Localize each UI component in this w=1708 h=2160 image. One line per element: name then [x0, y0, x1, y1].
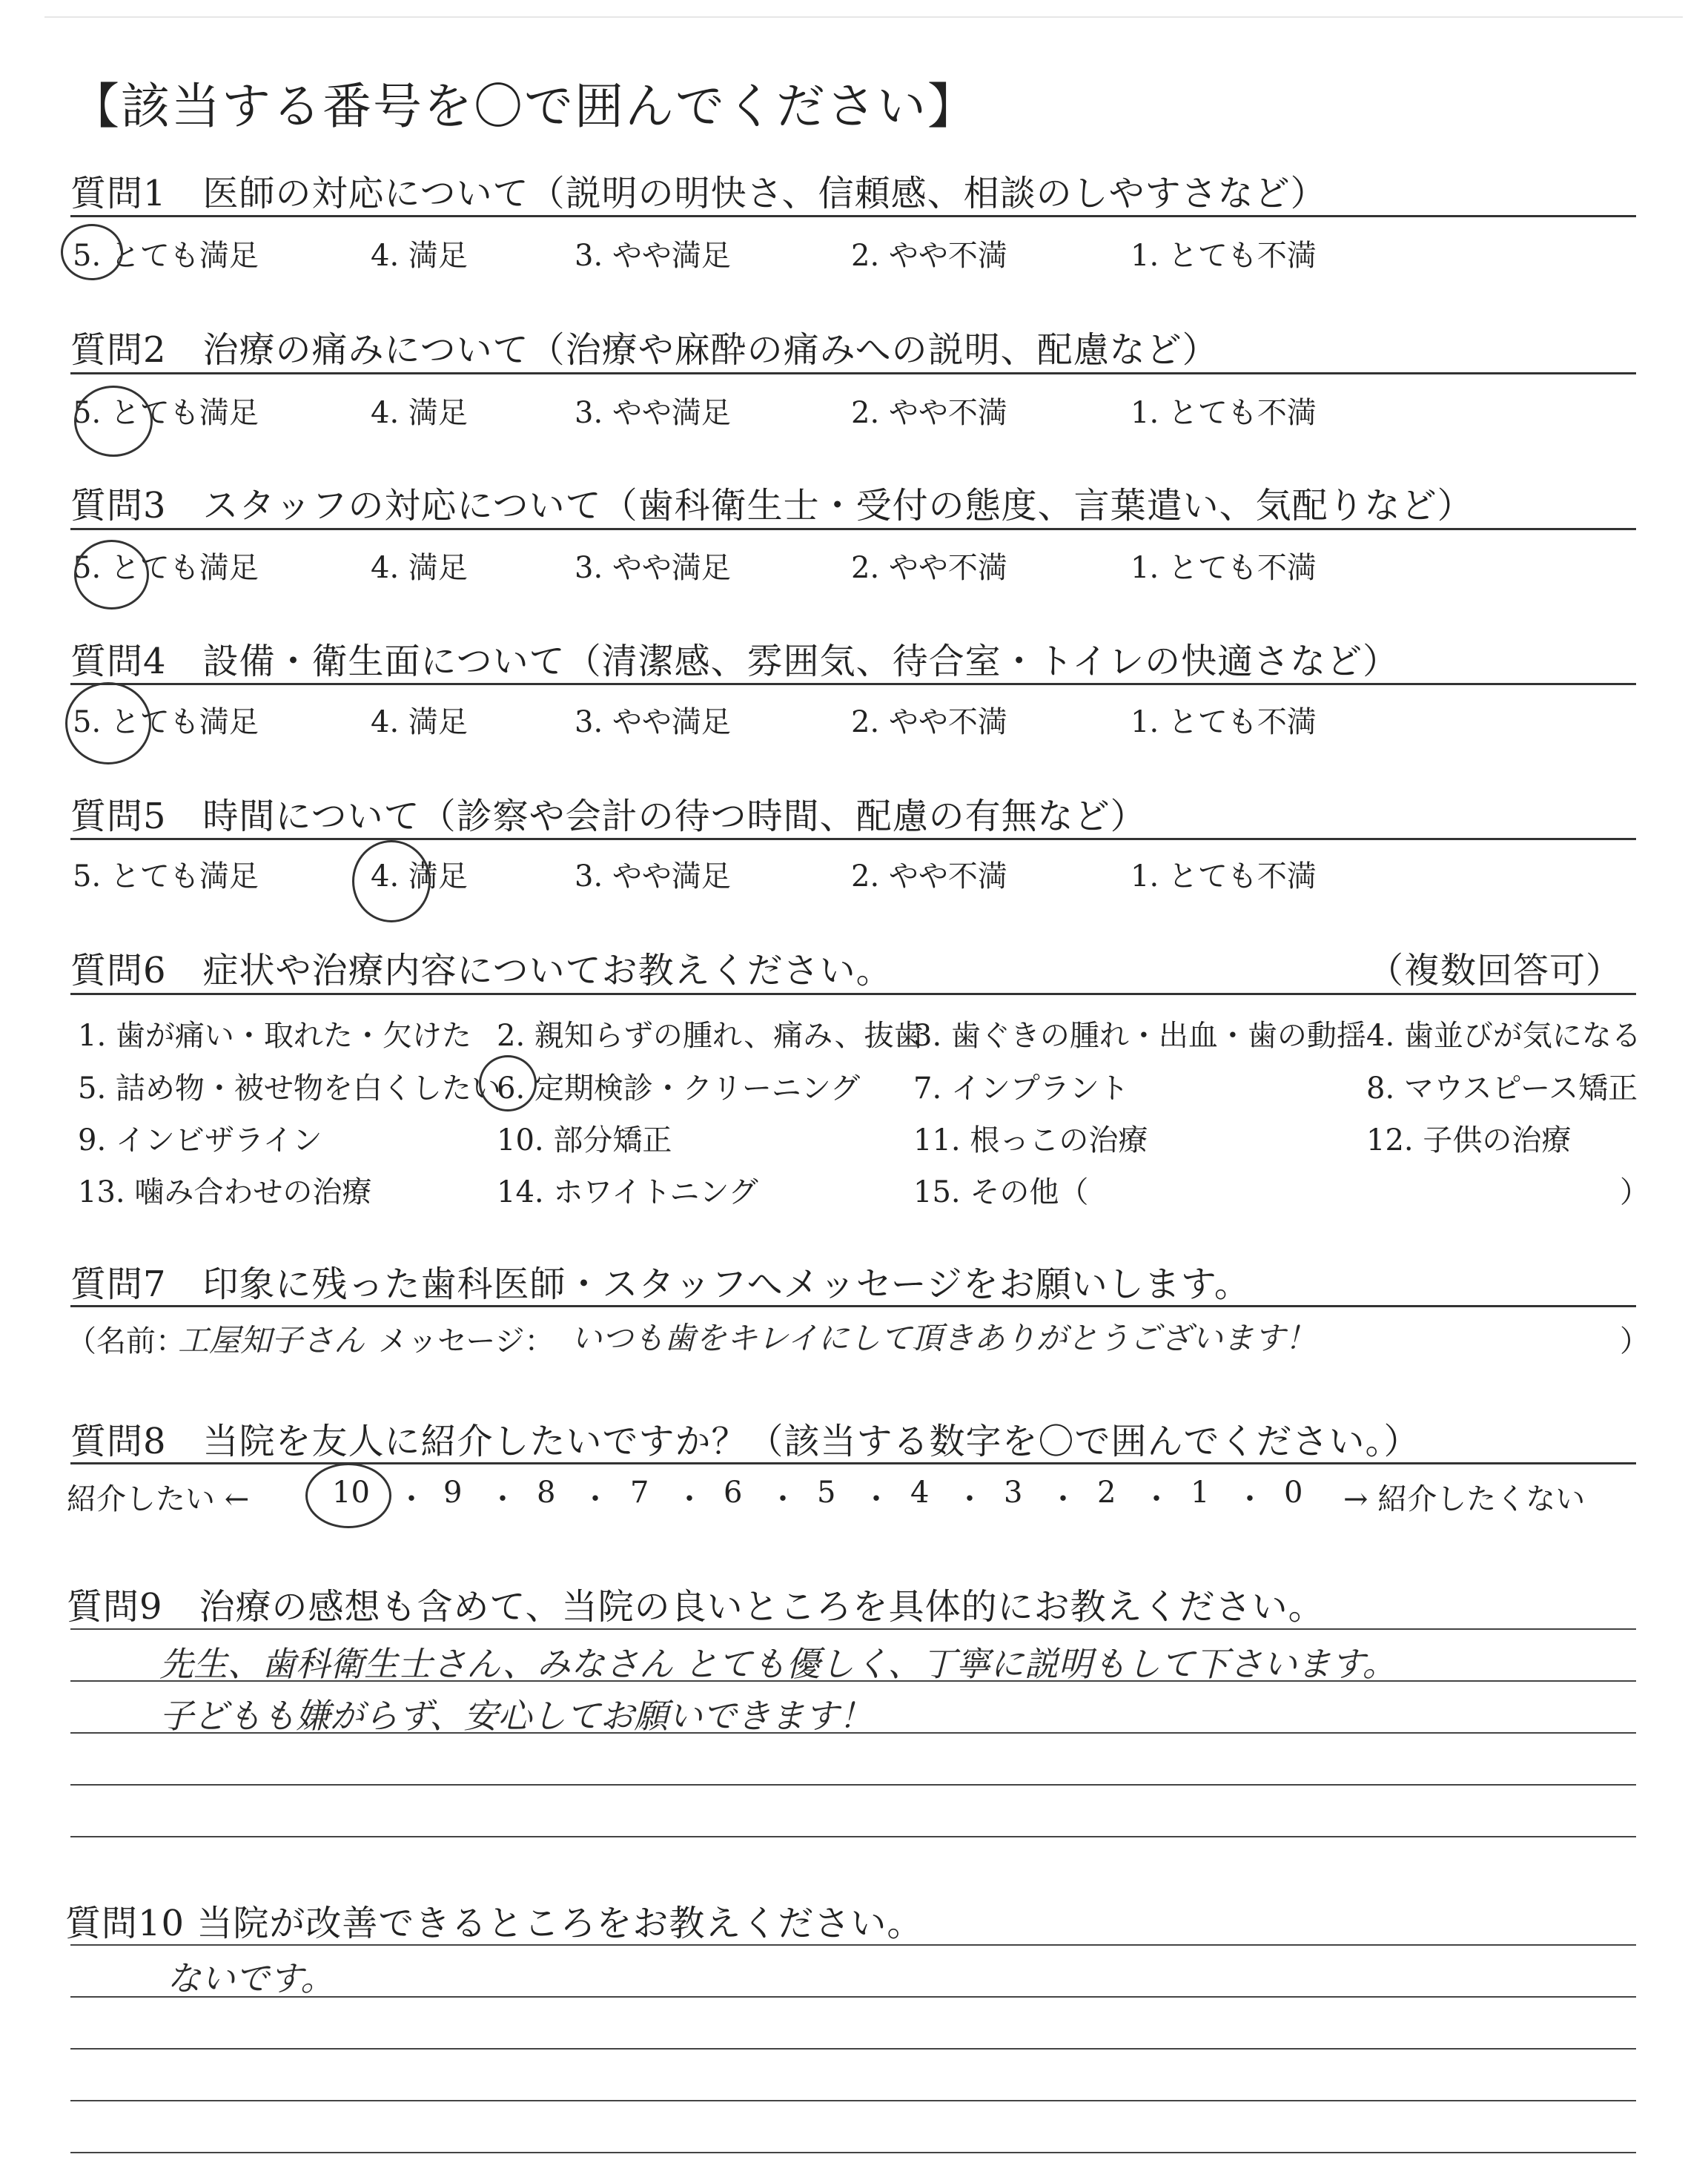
q10-line-rule — [70, 2152, 1636, 2153]
q8-separator: ・ — [955, 1482, 984, 1516]
question-5-title: 質問5 時間について（診察や会計の待つ時間、配慮の有無など） — [70, 796, 1147, 837]
q2-option-1[interactable]: 1. とても不満 — [1131, 396, 1317, 430]
q8-separator: ・ — [397, 1482, 426, 1516]
q3-selected-circle — [74, 540, 149, 610]
q2-option-4[interactable]: 4. 満足 — [371, 396, 468, 430]
instruction-heading: 【該当する番号を〇で囲んでください】 — [70, 78, 978, 135]
q4-option-5[interactable]: 5. とても満足 — [73, 705, 259, 739]
q6-option-7[interactable]: 7. インプラント — [913, 1071, 1129, 1106]
question-7-title: 質問7 印象に残った歯科医師・スタッフへメッセージをお願いします。 — [70, 1264, 1251, 1305]
q6-option-14[interactable]: 14. ホワイトニング — [497, 1175, 758, 1209]
q8-right-label: → 紹介したくない — [1343, 1482, 1586, 1516]
question-4-title: 質問4 設備・衛生面について（清潔感、雰囲気、待合室・トイレの快適さなど） — [70, 641, 1400, 682]
q6-option-6[interactable]: 6. 定期検診・クリーニング — [497, 1071, 861, 1106]
q6-selected-circle — [479, 1055, 537, 1112]
q6-option-2[interactable]: 2. 親知らずの腫れ、痛み、抜歯 — [497, 1019, 924, 1053]
q8-scale-5[interactable]: 5 — [817, 1476, 836, 1510]
q6-option-9[interactable]: 9. インビザライン — [78, 1123, 322, 1157]
question-8-rule — [70, 1462, 1636, 1464]
q3-option-2[interactable]: 2. やや不満 — [851, 551, 1007, 585]
q1-selected-circle — [61, 224, 123, 280]
q1-option-4[interactable]: 4. 満足 — [371, 239, 468, 273]
question-6-title: 質問6 症状や治療内容についてお教えください。 — [70, 950, 893, 991]
q8-scale-10[interactable]: 10 — [332, 1476, 370, 1510]
q8-scale-1[interactable]: 1 — [1191, 1476, 1210, 1510]
q5-option-1[interactable]: 1. とても不満 — [1131, 859, 1317, 894]
q7-name-label: （名前： — [67, 1324, 185, 1358]
q8-scale-3[interactable]: 3 — [1004, 1476, 1023, 1510]
q5-option-5[interactable]: 5. とても満足 — [73, 859, 259, 894]
q8-separator: ・ — [1235, 1482, 1265, 1516]
q6-option-4[interactable]: 4. 歯並びが気になる — [1366, 1019, 1641, 1053]
q5-option-4[interactable]: 4. 満足 — [371, 859, 468, 894]
q3-option-4[interactable]: 4. 満足 — [371, 551, 468, 585]
q8-separator: ・ — [1048, 1482, 1078, 1516]
q6-option-12[interactable]: 12. 子供の治療 — [1366, 1123, 1572, 1157]
question-3-rule — [70, 528, 1636, 530]
q2-option-2[interactable]: 2. やや不満 — [851, 396, 1007, 430]
q9-answer-line-1[interactable]: 先生、歯科衛生士さん、みなさん とても優しく、丁寧に説明もして下さいます。 — [159, 1644, 1397, 1684]
scan-edge-line — [44, 16, 1683, 18]
q8-left-label: 紹介したい ← — [67, 1482, 250, 1516]
question-2-rule — [70, 372, 1636, 374]
q8-scale-8[interactable]: 8 — [537, 1476, 556, 1510]
q5-option-2[interactable]: 2. やや不満 — [851, 859, 1007, 894]
q6-option-8[interactable]: 8. マウスピース矯正 — [1366, 1071, 1638, 1106]
question-9-title: 質問9 治療の感想も含めて、当院の良いところを具体的にお教えください。 — [67, 1586, 1325, 1628]
q4-option-1[interactable]: 1. とても不満 — [1131, 705, 1317, 739]
q2-option-3[interactable]: 3. やや満足 — [575, 396, 731, 430]
q8-scale-0[interactable]: 0 — [1284, 1476, 1303, 1510]
q7-close-paren: ） — [1620, 1324, 1649, 1358]
q6-option-10[interactable]: 10. 部分矯正 — [497, 1123, 672, 1157]
q9-line-rule — [70, 1628, 1636, 1630]
q7-message-handwritten[interactable]: いつも歯をキレイにして頂きありがとうございます！ — [571, 1320, 1317, 1356]
q4-option-2[interactable]: 2. やや不満 — [851, 705, 1007, 739]
q6-option-13[interactable]: 13. 噛み合わせの治療 — [78, 1175, 372, 1209]
q6-option-15[interactable]: 15. その他（ — [913, 1175, 1089, 1209]
question-5-rule — [70, 838, 1636, 840]
q8-scale-2[interactable]: 2 — [1097, 1476, 1116, 1510]
question-10-title: 質問10 当院が改善できるところをお教えください。 — [65, 1903, 924, 1944]
q2-option-5[interactable]: 5. とても満足 — [73, 396, 259, 430]
q8-separator: ・ — [488, 1482, 517, 1516]
q1-option-5[interactable]: 5. とても満足 — [73, 239, 259, 273]
q6-other-close-paren: ） — [1620, 1175, 1649, 1209]
question-7-rule — [70, 1305, 1636, 1307]
q6-option-11[interactable]: 11. 根っこの治療 — [913, 1123, 1148, 1157]
q8-separator: ・ — [580, 1482, 610, 1516]
q8-separator: ・ — [768, 1482, 798, 1516]
question-1-rule — [70, 215, 1636, 217]
question-6-note: （複数回答可） — [1368, 950, 1623, 991]
q3-option-3[interactable]: 3. やや満足 — [575, 551, 731, 585]
q4-option-3[interactable]: 3. やや満足 — [575, 705, 731, 739]
question-8-title: 質問8 当院を友人に紹介したいですか？（該当する数字を〇で囲んでください。） — [70, 1421, 1420, 1462]
q7-message-label: メッセージ： — [378, 1324, 555, 1358]
q9-answer-line-2[interactable]: 子どもも嫌がらず、安心してお願いできます！ — [159, 1696, 873, 1736]
q1-option-3[interactable]: 3. やや満足 — [575, 239, 731, 273]
q9-line-rule — [70, 1784, 1636, 1786]
q4-option-4[interactable]: 4. 満足 — [371, 705, 468, 739]
q3-option-1[interactable]: 1. とても不満 — [1131, 551, 1317, 585]
q6-option-1[interactable]: 1. 歯が痛い・取れた・欠けた — [78, 1019, 471, 1053]
question-3-title: 質問3 スタッフの対応について（歯科衛生士・受付の態度、言葉遣い、気配りなど） — [70, 485, 1474, 526]
q7-name-handwritten[interactable]: 工屋知子さん — [178, 1322, 365, 1358]
q8-separator: ・ — [675, 1482, 704, 1516]
question-6-rule — [70, 993, 1636, 995]
question-1-title: 質問1 医師の対応について（説明の明快さ、信頼感、相談のしやすさなど） — [70, 173, 1327, 214]
q2-selected-circle — [74, 386, 153, 457]
q10-line-rule — [70, 2100, 1636, 2101]
q8-scale-7[interactable]: 7 — [630, 1476, 649, 1510]
q8-separator: ・ — [861, 1482, 891, 1516]
q8-scale-9[interactable]: 9 — [443, 1476, 463, 1510]
q10-line-rule — [70, 1944, 1636, 1946]
q8-selected-circle — [305, 1463, 391, 1528]
q5-option-3[interactable]: 3. やや満足 — [575, 859, 731, 894]
q6-option-5[interactable]: 5. 詰め物・被せ物を白くしたい — [78, 1071, 501, 1106]
q4-selected-circle — [65, 682, 151, 764]
q5-selected-circle — [352, 840, 431, 922]
q8-scale-6[interactable]: 6 — [724, 1476, 743, 1510]
question-2-title: 質問2 治療の痛みについて（治療や麻酔の痛みへの説明、配慮など） — [70, 329, 1219, 371]
q8-separator: ・ — [1142, 1482, 1171, 1516]
q10-answer-line-1[interactable]: ないです。 — [167, 1958, 335, 1998]
q9-line-rule — [70, 1836, 1636, 1837]
q3-option-5[interactable]: 5. とても満足 — [73, 551, 259, 585]
q6-option-3[interactable]: 3. 歯ぐきの腫れ・出血・歯の動揺 — [913, 1019, 1366, 1053]
question-4-rule — [70, 683, 1636, 685]
q10-line-rule — [70, 2048, 1636, 2050]
q1-option-2[interactable]: 2. やや不満 — [851, 239, 1007, 273]
q8-scale-4[interactable]: 4 — [910, 1476, 930, 1510]
q1-option-1[interactable]: 1. とても不満 — [1131, 239, 1317, 273]
